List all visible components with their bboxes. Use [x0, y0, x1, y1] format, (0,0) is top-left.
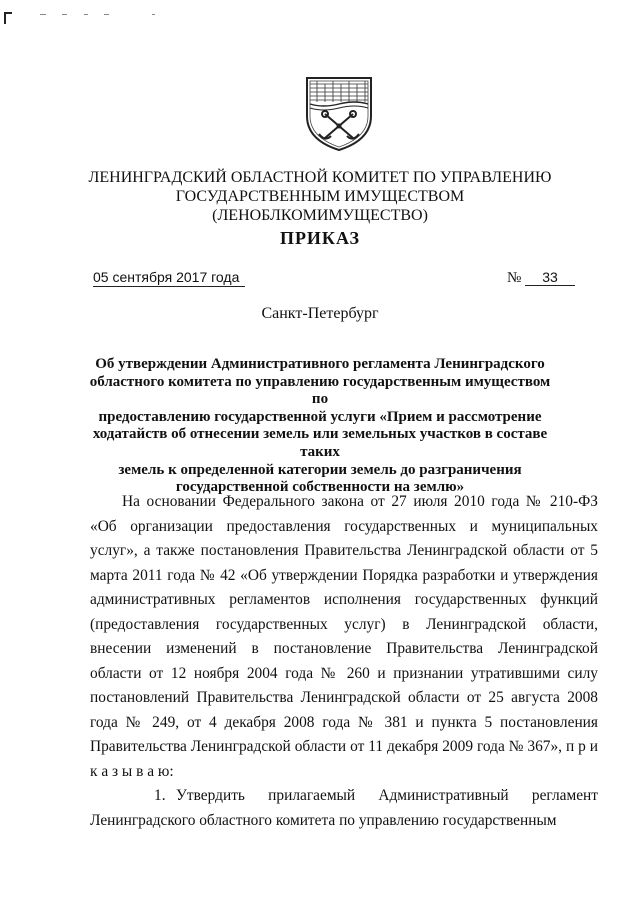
item-number: 1.: [154, 787, 166, 804]
document-city: Санкт-Петербург: [261, 305, 379, 322]
scan-corner-mark: [4, 12, 12, 24]
agency-name: [60, 168, 580, 225]
subject-line: ходатайств об отнесении земель или земельных участков в составе таких: [92, 426, 548, 460]
subject-line: областного комитета по управлению государственным имуществом по: [89, 373, 551, 408]
body-item: [90, 784, 598, 833]
scan-mark: [152, 14, 155, 15]
document-date: [93, 269, 245, 287]
document-body: [90, 490, 598, 833]
subject-line: Об утверждении Административного регламента Ленинградского: [95, 356, 545, 372]
document-type: ПРИКАЗ: [279, 228, 361, 248]
scan-mark: [84, 14, 88, 15]
scan-mark: [62, 14, 67, 15]
agency-line: ГОСУДАРСТВЕННЫМ ИМУЩЕСТВОМ: [175, 188, 465, 205]
document-number: [507, 269, 575, 287]
document-subject: [80, 356, 560, 497]
scan-mark: [104, 14, 109, 15]
agency-abbreviation: (ЛЕНОБЛКОМИМУЩЕСТВО): [212, 207, 428, 224]
subject-line: предоставлению государственной услуги «Прием и рассмотрение: [98, 408, 542, 425]
coat-of-arms-emblem: [303, 72, 375, 152]
body-paragraph: [90, 490, 598, 784]
subject-line: государственной собственности на землю»: [175, 479, 465, 496]
item-text: Утвердить прилагаемый Административный регламент Ленинградского областного комитета по управлению государственным: [90, 787, 598, 829]
date-value: 05 сентября 2017 года: [93, 269, 245, 287]
subject-line: земель к определенной категории земель до разграничения: [118, 461, 522, 478]
number-value: 33: [525, 269, 575, 286]
scan-mark: [40, 14, 46, 15]
agency-line: ЛЕНИНГРАДСКИЙ ОБЛАСТНОЙ КОМИТЕТ ПО УПРАВЛЕНИЮ: [88, 169, 552, 186]
paragraph-text: На основании Федерального закона от 27 июля 2010 года № 210-ФЗ «Об организации предоставления государственных и муниципальных услуг», а также постановления Правительства Ленинградской области от 5 марта 2011 года № 42 «Об утверждении Порядка разработки и утверждения административных регламентов исполнения государственных функций (предоставления государственных услуг) в Ленинградской области, внесении изменений в постановление Правительства Ленинградской области от 12 ноября 2004 года № 260 и признании утратившими силу постановлений Правительства Ленинградской области от 25 августа 2008 года № 249, от 4 декабря 2008 года № 381 и пункта 5 постановления Правительства Ленинградской области от 11 декабря 2009 года № 367»,: [90, 493, 598, 755]
order-word: п р и к а з ы в а ю:: [90, 738, 598, 780]
number-label: №: [507, 270, 522, 286]
